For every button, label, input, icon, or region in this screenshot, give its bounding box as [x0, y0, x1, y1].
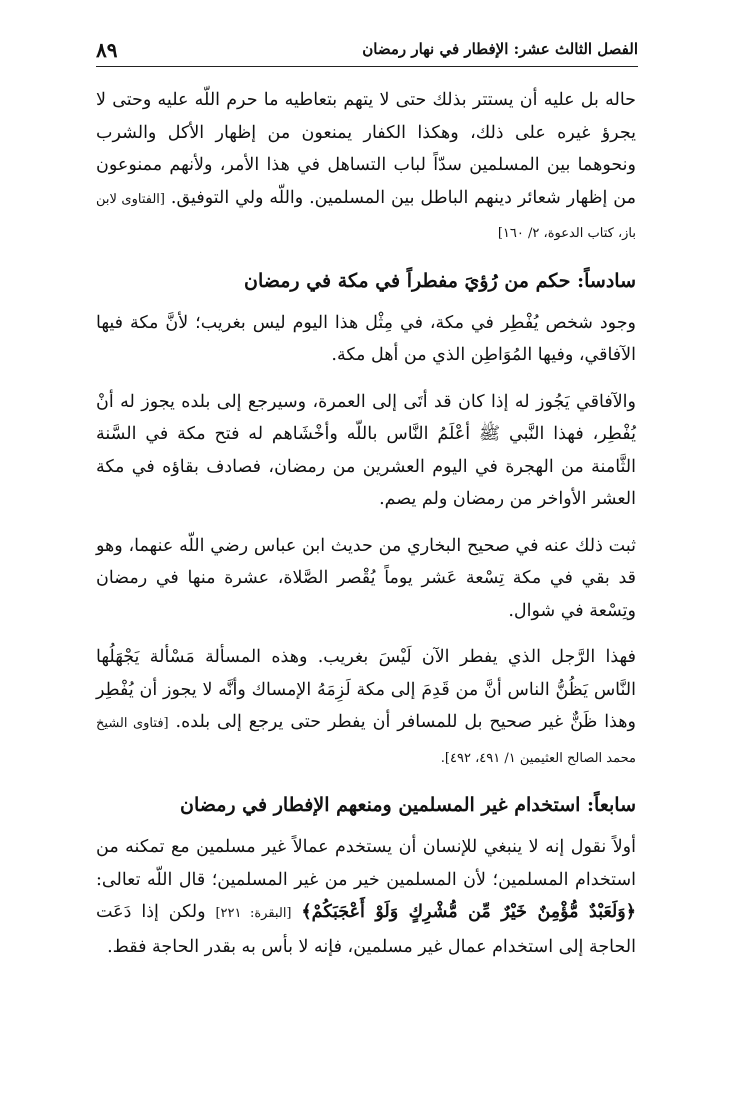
paragraph	[96, 831, 636, 963]
paragraph: والآفاقي يَجُوز له إذا كان قد أتَى إلى العمرة، وسيرجع إلى بلده يجوز له أنْ يُفْطِر، فهذا النَّبي ﷺ أعْلَمُ النَّاس باللّه وأخْشَاهم له فتح مكة في السَّنة الثَّامنة من الهجرة في اليوم العشرين من رمضان، فصادف بقاؤه في مكة العشر الأواخر من رمضان ولم يصم.	[96, 391, 636, 509]
paragraph: وجود شخص يُفْطِر في مكة، في مِثْل هذا اليوم ليس بغريب؛ لأنَّ مكة فيها الآفاقي، وفيها المُوَاطِن الذي من أهل مكة.	[96, 312, 636, 365]
page-header	[96, 32, 638, 67]
section-heading-7: سابعاً: استخدام غير المسلمين ومنعهم الإفطار في رمضان	[180, 794, 636, 816]
page-body	[96, 84, 636, 977]
page-number: ٨٩	[96, 38, 118, 62]
citation: [البقرة: ٢٢١]	[215, 906, 292, 921]
paragraph-text: أولاً نقول إنه لا ينبغي للإنسان أن يستخدم عمالاً غير مسلمين مع تمكنه من استخدام المسلمين؛ لأن المسلمين خير من غير المسلمين؛ قال اللّه تعالى:	[96, 837, 636, 890]
section-heading-6: سادساً: حكم من رُؤيَ مفطراً في مكة في رمضان	[244, 269, 636, 292]
paragraph-text: فهذا الرَّجل الذي يفطر الآن لَيْسَ بغريب. وهذه المسألة مَسْألة يَجْهَلُها النَّاس يَظُنُّ الناس أنَّ من قَدِمَ إلى مكة لَزِمَهُ الإمساك وأنَّه لا يجوز أن يُفْطِر وهذا ظَنٌّ غير صحيح بل للمسافر أن يفطر حتى يرجع إلى بلده.	[96, 647, 636, 732]
paragraph: ثبت ذلك عنه في صحيح البخاري من حديث ابن عباس رضي اللّه عنهما، وهو قد بقي في مكة تِسْعة عَشر يوماً يُقْصر الصَّلاة، عشرة منها في رمضان وتِسْعة في شوال.	[96, 535, 636, 621]
quran-verse: ﴿وَلَعَبْدٌ مُّؤْمِنٌ خَيْرٌ مِّن مُّشْرِكٍ وَلَوْ أَعْجَبَكُمْ﴾	[301, 902, 636, 922]
citation: [فتاوى الشيخ محمد الصالح العثيمين ١/ ٤٩١، ٤٩٢].	[96, 716, 636, 766]
paragraph-text: حاله بل عليه أن يستتر بذلك حتى لا يتهم بتعاطيه ما حرم اللّه عليه وحتى لا يجرؤ غيره على ذلك، وهكذا الكفار يمنعون من إظهار الأكل والشرب ونحوهما بين المسلمين سدّاً لباب التساهل في هذا الأمر، ولأنهم ممنوعون من إظهار شعائر دينهم الباطل بين المسلمين. واللّه ولي التوفيق.	[96, 90, 636, 208]
paragraph	[96, 641, 636, 775]
citation: [الفتاوى لابن باز، كتاب الدعوة، ٢/ ١٦٠]	[96, 191, 636, 241]
paragraph-text: ولكن إذا دَعَت الحاجة إلى استخدام عمال غير مسلمين، فإنه لا بأس به بقدر الحاجة فقط.	[96, 902, 636, 957]
paragraph	[96, 84, 636, 251]
chapter-title: الفصل الثالث عشر: الإفطار في نهار رمضان	[362, 40, 638, 58]
